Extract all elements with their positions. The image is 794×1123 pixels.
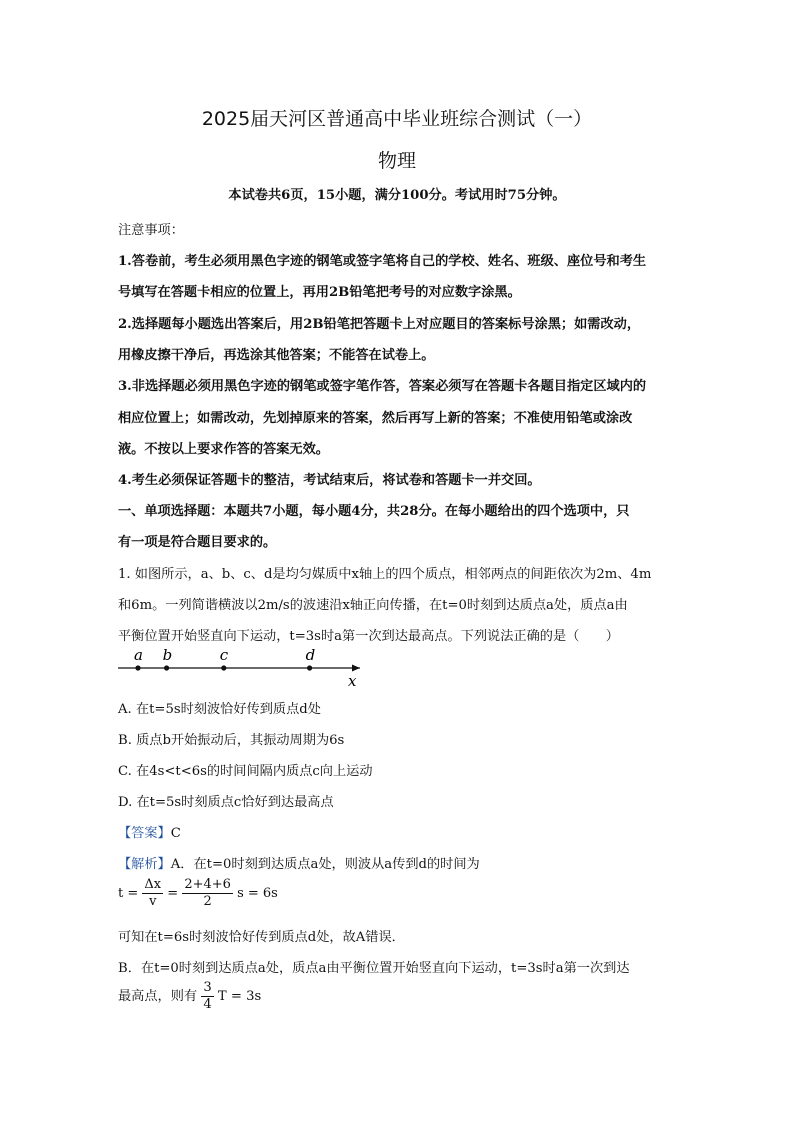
formula-rhs: s = 6s bbox=[237, 886, 278, 901]
question-stem-line: 和6m。一列简谐横波以2m/s的波速沿x轴正向传播，在t=0时刻到达质点a处，质点a由 bbox=[118, 598, 628, 613]
point-c-marker bbox=[221, 665, 226, 670]
question-stem-line: 1. 如图所示，a、b、c、d是均匀媒质中x轴上的四个质点，相邻两点的间距依次为2m、4m bbox=[118, 567, 652, 582]
analysis-line-formula bbox=[118, 980, 261, 1013]
subject-title: 物理 bbox=[377, 150, 416, 172]
point-c-label: c bbox=[219, 646, 229, 664]
fraction-numerator: Δx bbox=[144, 877, 162, 892]
formula-lhs: t = bbox=[118, 886, 139, 901]
note-line: 相应位置上；如需改动，先划掉原来的答案，然后再写上新的答案；不准使用铅笔或涂改 bbox=[118, 411, 633, 426]
question-stem-line: 平衡位置开始竖直向下运动，t=3s时a第一次到达最高点。下列说法正确的是（ ） bbox=[118, 629, 619, 644]
x-axis-arrow-icon bbox=[352, 665, 360, 672]
option-c: C. 在4s<t<6s的时间间隔内质点c向上运动 bbox=[118, 764, 373, 779]
note-line: 1.答卷前，考生必须用黑色字迹的钢笔或签字笔将自己的学校、姓名、班级、座位号和考生 bbox=[118, 254, 647, 269]
fraction-denominator: 2 bbox=[203, 894, 212, 909]
analysis-line: 可知在t=6s时刻波恰好传到质点d处，故A错误． bbox=[118, 930, 405, 945]
point-d-marker bbox=[307, 665, 312, 670]
formula-fraction bbox=[142, 877, 163, 910]
analysis-text: A．在t=0时刻到达质点a处，则波从a传到d的时间为 bbox=[170, 857, 480, 872]
answer-value: C bbox=[170, 826, 181, 841]
wave-axis-figure bbox=[118, 644, 378, 690]
notes-heading: 注意事项： bbox=[118, 223, 184, 238]
option-a: A. 在t=5s时刻波恰好传到质点d处 bbox=[118, 702, 321, 717]
fraction-denominator: v bbox=[149, 894, 157, 909]
section-heading-cont: 有一项是符合题目要求的。 bbox=[118, 535, 277, 550]
point-b-marker bbox=[164, 665, 169, 670]
formula-time bbox=[118, 877, 278, 910]
point-a-label: a bbox=[134, 646, 143, 664]
x-axis-label: x bbox=[348, 672, 357, 690]
option-b: B. 质点b开始振动后，其振动周期为6s bbox=[118, 733, 345, 748]
formula-rhs: T = 3s bbox=[217, 989, 262, 1004]
point-b-label: b bbox=[162, 646, 173, 664]
note-line: 用橡皮擦干净后，再选涂其他答案；不能答在试卷上。 bbox=[118, 348, 435, 363]
formula-fraction bbox=[182, 877, 233, 910]
point-a-marker bbox=[135, 665, 140, 670]
note-line: 3.非选择题必须用黑色字迹的钢笔或签字笔作答，答案必须写在答题卡各题目指定区域内的 bbox=[118, 379, 647, 394]
fraction-numerator: 3 bbox=[203, 980, 212, 995]
note-line: 号填写在答题卡相应的位置上，再用2B铅笔把考号的对应数字涂黑。 bbox=[118, 285, 521, 300]
note-line: 2.选择题每小题选出答案后，用2B铅笔把答题卡上对应题目的答案标号涂黑；如需改动， bbox=[118, 317, 641, 332]
answer-line bbox=[118, 822, 181, 841]
analysis-line: B．在t=0时刻到达质点a处，质点a由平衡位置开始竖直向下运动，t=3s时a第一次到达 bbox=[118, 961, 630, 976]
analysis-tag: 【解析】 bbox=[118, 857, 171, 872]
fraction-numerator: 2+4+6 bbox=[184, 877, 231, 892]
analysis-text: 最高点，则有 bbox=[118, 989, 198, 1004]
formula-fraction bbox=[201, 980, 213, 1013]
section-heading: 一、单项选择题：本题共7小题，每小题4分，共28分。在每小题给出的四个选项中，只 bbox=[118, 504, 630, 519]
answer-tag: 【答案】 bbox=[118, 826, 171, 841]
point-d-label: d bbox=[305, 646, 316, 664]
option-d: D. 在t=5s时刻质点c恰好到达最高点 bbox=[118, 795, 334, 810]
formula-equals: = bbox=[167, 886, 179, 901]
note-line: 4.考生必须保证答题卡的整洁，考试结束后，将试卷和答题卡一并交回。 bbox=[118, 473, 541, 488]
fraction-denominator: 4 bbox=[203, 997, 212, 1012]
exam-title: 2025届天河区普通高中毕业班综合测试（一） bbox=[201, 108, 593, 130]
analysis-line bbox=[118, 853, 480, 872]
exam-info: 本试卷共6页，15小题，满分100分。考试用时75分钟。 bbox=[228, 188, 566, 203]
note-line: 液。不按以上要求作答的答案无效。 bbox=[118, 442, 329, 457]
